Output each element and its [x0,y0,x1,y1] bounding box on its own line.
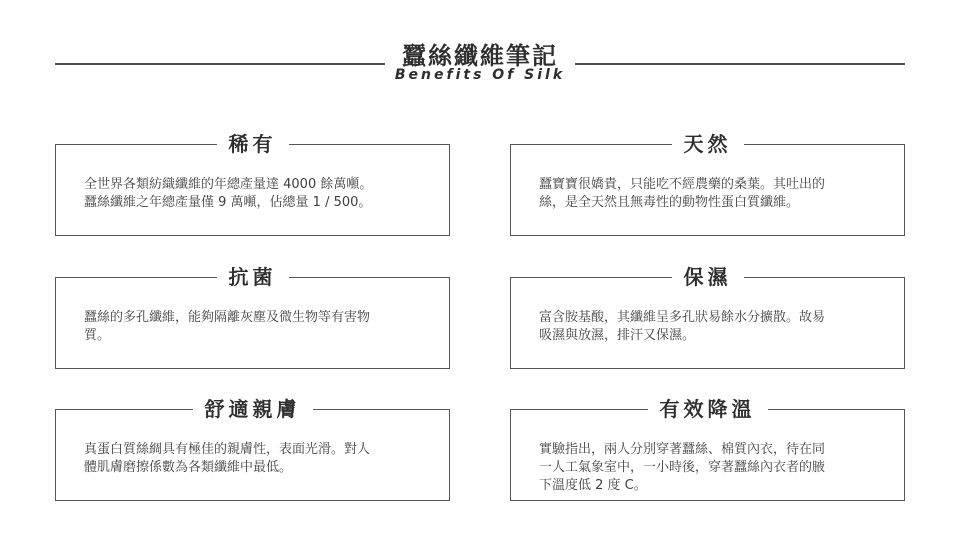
card-moisturizing [510,265,905,369]
card-body: 蠶絲的多孔纖維，能夠隔離灰塵及微生物等有害物 質。 [84,310,371,343]
card-body: 全世界各類紡織纖維的年總產量達 4000 餘萬噸。 蠶絲纖維之年總產量僅 9 萬噸，佔總量 1 / 500。 [84,177,373,210]
card-heading: 有效降溫 [648,397,768,421]
card-heading: 保濕 [672,265,744,289]
card-heading: 抗菌 [217,265,289,289]
card-natural [510,132,905,236]
card-rare [55,132,450,236]
card-heading: 稀有 [217,132,289,156]
card-body: 蠶寶寶很嬌貴，只能吃不經農藥的桑葉。其吐出的 絲，是全天然且無毒性的動物性蛋白質纖維。 [539,177,826,210]
card-body: 實驗指出，兩人分別穿著蠶絲、棉質內衣，待在同 一人工氣象室中，一小時後，穿著蠶絲內衣者的腋 下溫度低 2 度 C。 [539,442,826,493]
card-skin-friendly [55,397,450,501]
card-body: 真蛋白質絲綢具有極佳的親膚性，表面光滑。對人 體肌膚磨擦係數為各類纖維中最低。 [84,442,371,475]
card-antibacterial [55,265,450,369]
card-heading: 舒適親膚 [193,397,313,421]
page-title: 蠶絲纖維筆記 [402,42,558,70]
card-cooling [510,397,905,501]
page-subtitle: Benefits Of Silk [394,67,566,83]
card-body: 富含胺基酸，其纖維呈多孔狀易餘水分擴散。故易 吸濕與放濕，排汗又保濕。 [539,310,826,343]
card-heading: 天然 [672,132,744,156]
